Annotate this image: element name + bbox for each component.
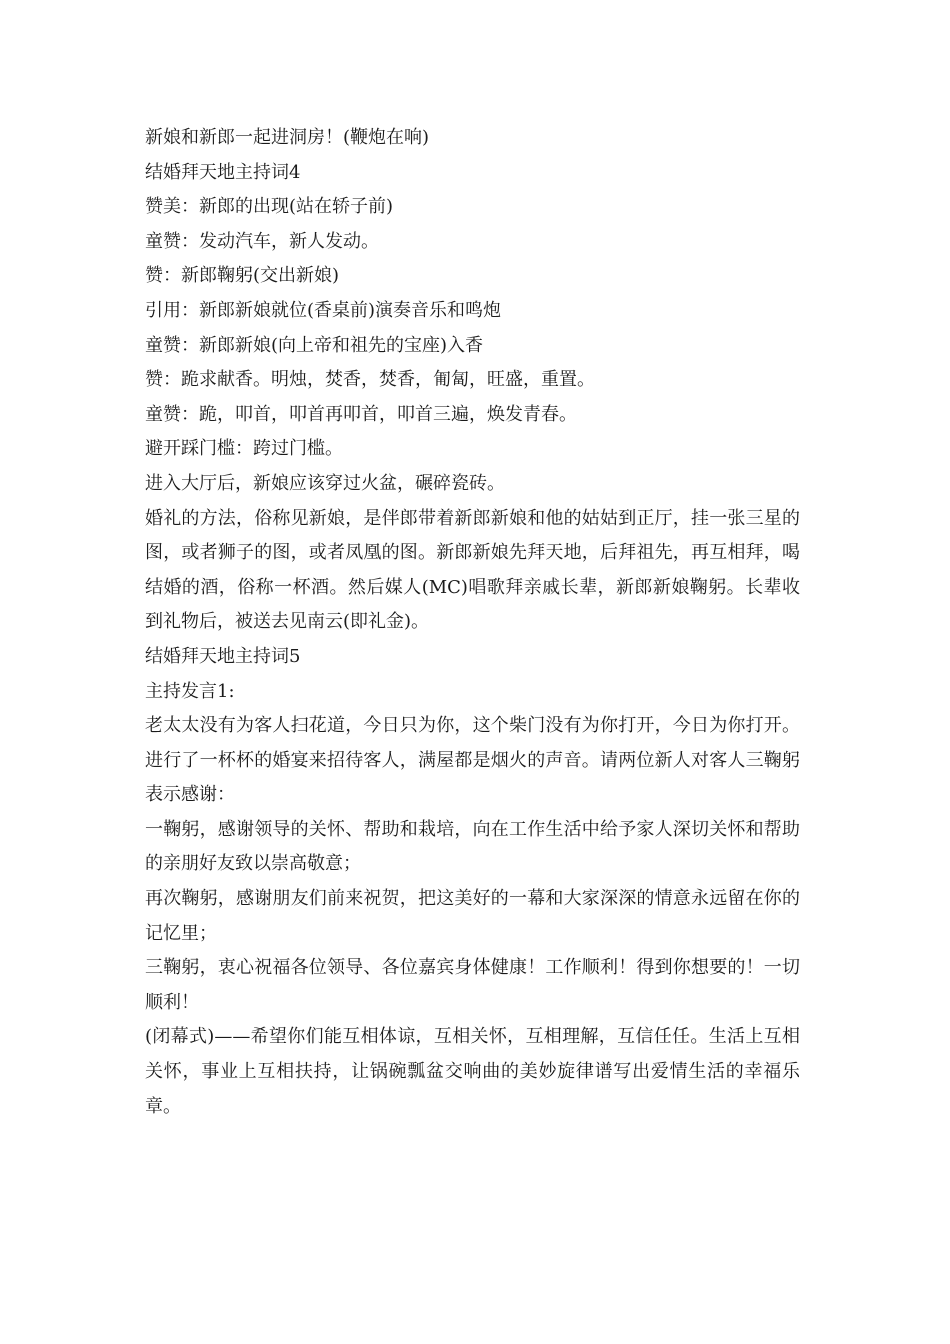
paragraph-welcome-guests: 老太太没有为客人扫花道，今日只为你，这个柴门没有为你打开，今日为你打开。进行了一杯杯的婚宴来招待客人，满屋都是烟火的声音。请两位新人对客人三鞠躬表示感谢：	[145, 715, 800, 806]
paragraph-start-car: 童赞：发动汽车，新人发动。	[145, 230, 379, 252]
paragraph-second-bow: 再次鞠躬，感谢朋友们前来祝贺，把这美好的一幕和大家深深的情意永远留在你的记忆里；	[145, 888, 800, 944]
heading-host-remark-1: 主持发言1:	[145, 680, 235, 702]
paragraph-couple-in-place: 引用：新郎新娘就位(香桌前)演奏音乐和鸣炮	[145, 299, 502, 321]
paragraph-offer-incense: 童赞：新郎新娘(向上帝和祖先的宝座)入香	[145, 334, 484, 356]
paragraph-kneel-incense: 赞：跪求献香。明烛，焚香，焚香，匍匐，旺盛，重置。	[145, 369, 595, 391]
paragraph-third-bow: 三鞠躬，衷心祝福各位领导、各位嘉宾身体健康！工作顺利！得到你想要的！一切顺利！	[145, 957, 800, 1013]
paragraph-kowtow: 童赞：跪，叩首，叩首再叩首，叩首三遍，焕发青春。	[145, 403, 577, 425]
paragraph-closing: (闭幕式)——希望你们能互相体谅，互相关怀，互相理解，互信任任。生活上互相关怀，事业上互相扶持，让锅碗瓢盆交响曲的美妙旋律谱写出爱情生活的幸福乐章。	[145, 1026, 800, 1117]
document-body	[145, 121, 800, 1124]
paragraph-groom-appears: 赞美：新郎的出现(站在轿子前)	[145, 196, 394, 218]
paragraph-threshold: 避开踩门槛：跨过门槛。	[145, 438, 343, 460]
paragraph-fire-basin: 进入大厅后，新娘应该穿过火盆，碾碎瓷砖。	[145, 472, 505, 494]
heading-host-speech-5: 结婚拜天地主持词5	[145, 645, 301, 667]
paragraph-wedding-method: 婚礼的方法，俗称见新娘，是伴郎带着新郎新娘和他的姑姑到正厅，挂一张三星的图，或者狮子的图，或者凤凰的图。新郎新娘先拜天地，后拜祖先，再互相拜，喝结婚的酒，俗称一杯酒。然后媒人(MC)唱歌拜亲戚长辈，新郎新娘鞠躬。长辈收到礼物后，被送去见南云(即礼金)。	[145, 507, 800, 633]
paragraph-groom-bows: 赞：新郎鞠躬(交出新娘)	[145, 265, 340, 287]
paragraph-wedding-chamber: 新娘和新郎一起进洞房！(鞭炮在响)	[145, 127, 430, 148]
paragraph-first-bow: 一鞠躬，感谢领导的关怀、帮助和栽培，向在工作生活中给予家人深切关怀和帮助的亲朋好友致以崇高敬意；	[145, 818, 800, 875]
heading-host-speech-4: 结婚拜天地主持词4	[145, 161, 301, 183]
